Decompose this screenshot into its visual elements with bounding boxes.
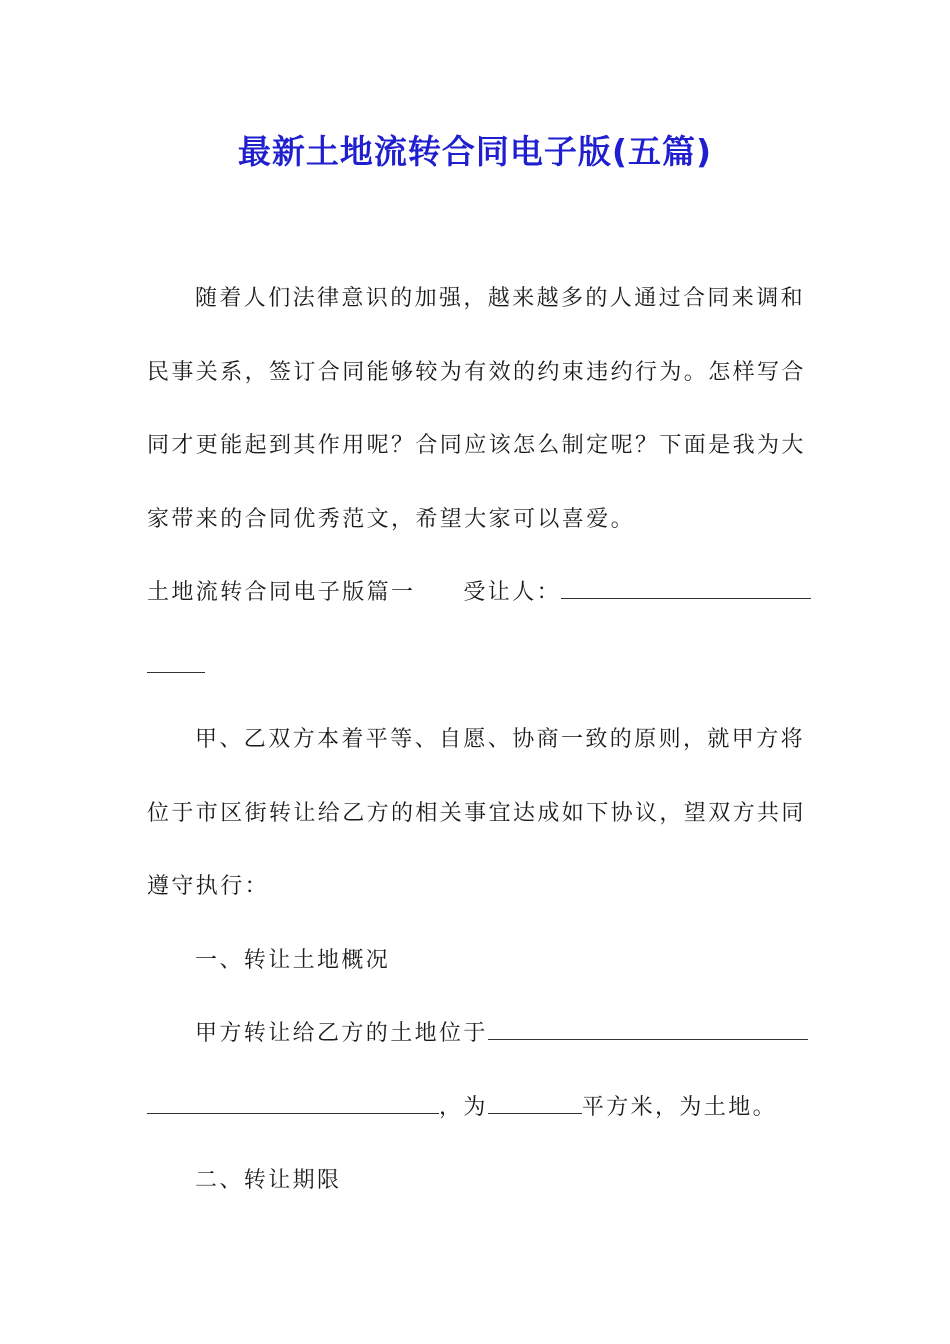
intro-line-1: 随着人们法律意识的加强，越来越多的人通过合同来调和 <box>195 286 806 311</box>
intro-line-4: 家带来的合同优秀范文，希望大家可以喜爱。 <box>147 506 636 532</box>
para1-line-1: 甲、乙双方本着平等、自愿、协商一致的原则，就甲方将 <box>195 727 806 752</box>
location-blank-tail <box>147 1093 439 1114</box>
clause1-heading: 一、转让土地概况 <box>195 947 391 973</box>
clause2-heading: 二、转让期限 <box>195 1168 342 1193</box>
para1-line-3: 遵守执行： <box>147 874 270 899</box>
location-blank <box>488 1019 808 1040</box>
clause1-text-line-1 <box>147 997 807 1071</box>
intro-line-2: 民事关系，签订合同能够较为有效的约束违约行为。怎样写合 <box>147 359 806 385</box>
intro-line-3: 同才更能起到其作用呢？合同应该怎么制定呢？下面是我为大 <box>147 433 806 458</box>
section-heading-line <box>147 556 807 630</box>
document-body <box>147 262 807 1218</box>
clause1-text-mid2: 平方米，为土地。 <box>581 1094 778 1120</box>
document-title: 最新土地流转合同电子版(五篇) <box>237 132 713 171</box>
para1-line-2: 位于市区街转让给乙方的相关事宜达成如下协议，望双方共同 <box>147 800 806 826</box>
area-blank <box>488 1093 582 1114</box>
assignee-blank-continuation <box>147 630 807 704</box>
section-heading: 土地流转合同电子版篇一 <box>147 580 416 605</box>
clause1-text-prefix: 甲方转让给乙方的土地位于 <box>195 1021 488 1046</box>
assignee-blank <box>561 578 811 599</box>
assignee-label: 受让人： <box>463 580 562 605</box>
clause1-text-line-2 <box>147 1071 807 1145</box>
assignee-blank-tail <box>147 652 205 673</box>
clause1-text-mid1: ，为 <box>439 1094 488 1120</box>
